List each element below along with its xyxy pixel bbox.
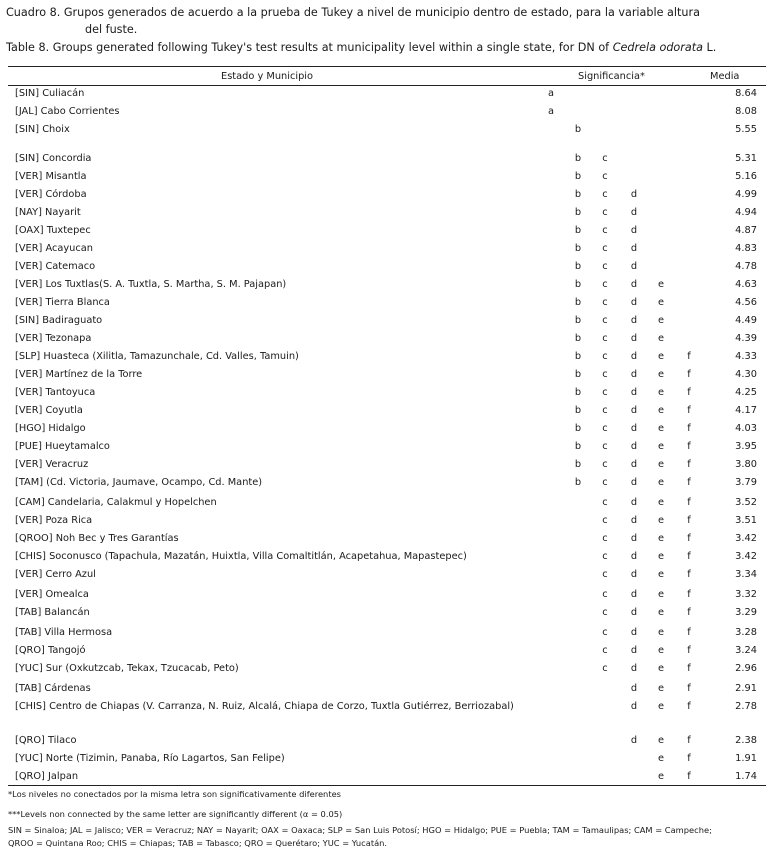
row-media: 4.78 <box>735 261 757 272</box>
row-municipio: [VER] Córdoba <box>15 189 87 200</box>
row-significance-letter: c <box>602 441 608 452</box>
row-significance-letter: e <box>657 533 665 544</box>
row-municipio: [PUE] Hueytamalco <box>15 441 110 452</box>
row-media: 3.28 <box>735 627 757 638</box>
row-significance-letter: d <box>630 663 638 674</box>
row-significance-letter: b <box>574 279 582 290</box>
row-municipio: [VER] Veracruz <box>15 459 89 470</box>
row-significance-letter: e <box>657 315 665 326</box>
row-municipio: [TAM] (Cd. Victoria, Jaumave, Ocampo, Cd. Mante) <box>15 477 263 488</box>
row-significance-letter: c <box>602 225 608 236</box>
row-significance-letter: d <box>630 333 638 344</box>
row-significance-letter: b <box>574 315 582 326</box>
row-significance-letter: c <box>602 261 608 272</box>
row-media: 4.39 <box>735 333 757 344</box>
row-municipio: [NAY] Nayarit <box>15 207 81 218</box>
row-media: 4.33 <box>735 351 757 362</box>
row-significance-letter: e <box>657 369 665 380</box>
row-significance-letter: c <box>602 497 608 508</box>
row-media: 5.55 <box>735 124 757 135</box>
row-significance-letter: c <box>602 297 608 308</box>
row-significance-letter: c <box>602 533 608 544</box>
row-municipio: [VER] Tierra Blanca <box>15 297 110 308</box>
row-municipio: [VER] Acayucan <box>15 243 93 254</box>
row-media: 8.64 <box>735 88 757 99</box>
row-significance-letter: e <box>657 627 665 638</box>
row-media: 4.17 <box>735 405 757 416</box>
footnote-abbreviations-1: SIN = Sinaloa; JAL = Jalisco; VER = Veracruz; NAY = Nayarit; OAX = Oaxaca; SLP = San Luis Potosí; HGO = Hidalgo; PUE = Puebla; TAM = Tamaulipas; CAM = Campeche; <box>8 825 712 835</box>
footnote-spanish: *Los niveles no conectados por la misma letra son significativamente diferentes <box>8 789 341 799</box>
row-significance-letter: d <box>630 477 638 488</box>
species-name: Cedrela odorata <box>612 41 703 54</box>
row-significance-letter: e <box>657 477 665 488</box>
row-media: 3.24 <box>735 645 757 656</box>
row-municipio: [SIN] Concordia <box>15 153 92 164</box>
row-municipio: [VER] Los Tuxtlas(S. A. Tuxtla, S. Martha, S. M. Pajapan) <box>15 279 287 290</box>
row-municipio: [VER] Tantoyuca <box>15 387 96 398</box>
row-significance-letter: b <box>574 153 582 164</box>
row-municipio: [VER] Martínez de la Torre <box>15 369 143 380</box>
row-significance-letter: d <box>630 225 638 236</box>
row-significance-letter: d <box>630 369 638 380</box>
row-significance-letter: d <box>630 423 638 434</box>
row-significance-letter: e <box>657 663 665 674</box>
row-significance-letter: f <box>687 477 691 488</box>
row-significance-letter: f <box>687 771 691 782</box>
row-media: 2.96 <box>735 663 757 674</box>
row-significance-letter: f <box>687 753 691 764</box>
row-significance-letter: c <box>602 351 608 362</box>
row-media: 4.49 <box>735 315 757 326</box>
row-municipio: [VER] Misantla <box>15 171 87 182</box>
row-significance-letter: c <box>602 243 608 254</box>
row-significance-letter: c <box>602 315 608 326</box>
row-media: 2.38 <box>735 735 757 746</box>
row-significance-letter: c <box>602 387 608 398</box>
row-municipio: [YUC] Norte (Tizimin, Panaba, Río Lagartos, San Felipe) <box>15 753 285 764</box>
row-significance-letter: d <box>630 627 638 638</box>
table-bottom-rule <box>8 785 766 786</box>
row-significance-letter: d <box>630 589 638 600</box>
row-significance-letter: d <box>630 533 638 544</box>
row-municipio: [CAM] Candelaria, Calakmul y Hopelchen <box>15 497 217 508</box>
caption-spanish <box>6 4 766 38</box>
row-media: 4.99 <box>735 189 757 200</box>
row-significance-letter: f <box>687 607 691 618</box>
row-significance-letter: b <box>574 405 582 416</box>
row-significance-letter: e <box>657 405 665 416</box>
row-significance-letter: e <box>657 423 665 434</box>
row-media: 3.42 <box>735 551 757 562</box>
row-significance-letter: f <box>687 683 691 694</box>
row-municipio: [VER] Cerro Azul <box>15 569 96 580</box>
row-media: 1.91 <box>735 753 757 764</box>
row-municipio: [CHIS] Soconusco (Tapachula, Mazatán, Huixtla, Villa Comaltitlán, Acapetahua, Mapastepec) <box>15 551 467 562</box>
row-significance-letter: c <box>602 333 608 344</box>
row-media: 3.52 <box>735 497 757 508</box>
row-significance-letter: b <box>574 225 582 236</box>
row-significance-letter: d <box>630 645 638 656</box>
row-media: 3.32 <box>735 589 757 600</box>
row-significance-letter: f <box>687 369 691 380</box>
row-significance-letter: d <box>630 701 638 712</box>
row-significance-letter: c <box>602 369 608 380</box>
row-significance-letter: d <box>630 315 638 326</box>
row-significance-letter: b <box>574 189 582 200</box>
row-significance-letter: e <box>657 551 665 562</box>
row-significance-letter: f <box>687 497 691 508</box>
row-significance-letter: f <box>687 663 691 674</box>
row-significance-letter: f <box>687 423 691 434</box>
row-municipio: [QRO] Jalpan <box>15 771 79 782</box>
row-media: 4.87 <box>735 225 757 236</box>
row-significance-letter: d <box>630 497 638 508</box>
row-municipio: [HGO] Hidalgo <box>15 423 86 434</box>
row-significance-letter: e <box>657 387 665 398</box>
row-media: 4.94 <box>735 207 757 218</box>
row-significance-letter: e <box>657 441 665 452</box>
row-significance-letter: c <box>602 589 608 600</box>
row-municipio: [OAX] Tuxtepec <box>15 225 91 236</box>
row-media: 3.51 <box>735 515 757 526</box>
row-significance-letter: c <box>602 171 608 182</box>
caption-english-prefix: Table 8. Groups generated following Tukey's test results at municipality level within a single state, for DN of <box>6 41 613 54</box>
row-media: 3.80 <box>735 459 757 470</box>
row-significance-letter: b <box>574 124 582 135</box>
row-significance-letter: e <box>657 771 665 782</box>
row-media: 3.95 <box>735 441 757 452</box>
row-significance-letter: b <box>574 477 582 488</box>
row-significance-letter: e <box>657 569 665 580</box>
row-significance-letter: c <box>602 607 608 618</box>
row-municipio: [QROO] Noh Bec y Tres Garantías <box>15 533 179 544</box>
row-media: 2.78 <box>735 701 757 712</box>
row-municipio: [VER] Omealca <box>15 589 89 600</box>
row-significance-letter: c <box>602 627 608 638</box>
row-significance-letter: d <box>630 683 638 694</box>
row-significance-letter: d <box>630 351 638 362</box>
row-significance-letter: f <box>687 441 691 452</box>
row-significance-letter: b <box>574 243 582 254</box>
row-significance-letter: f <box>687 735 691 746</box>
row-significance-letter: d <box>630 279 638 290</box>
row-media: 1.74 <box>735 771 757 782</box>
row-significance-letter: f <box>687 627 691 638</box>
row-significance-letter: c <box>602 663 608 674</box>
row-significance-letter: d <box>630 243 638 254</box>
row-media: 4.25 <box>735 387 757 398</box>
row-significance-letter: c <box>602 459 608 470</box>
footnote-abbreviations-2: QROO = Quintana Roo; CHIS = Chiapas; TAB = Tabasco; QRO = Querétaro; YUC = Yucatán. <box>8 838 388 848</box>
table-top-rule <box>8 66 766 67</box>
row-municipio: [CHIS] Centro de Chiapas (V. Carranza, N. Ruiz, Alcalá, Chiapa de Corzo, Tuxtla Gutiérrez, Berriozabal) <box>15 701 514 712</box>
row-significance-letter: b <box>574 369 582 380</box>
row-municipio: [TAB] Balancán <box>15 607 90 618</box>
row-media: 3.34 <box>735 569 757 580</box>
caption-english-suffix: L. <box>702 41 717 54</box>
row-significance-letter: e <box>657 297 665 308</box>
row-significance-letter: c <box>602 405 608 416</box>
row-significance-letter: d <box>630 569 638 580</box>
row-significance-letter: d <box>630 551 638 562</box>
row-significance-letter: a <box>547 106 554 117</box>
row-significance-letter: f <box>687 387 691 398</box>
row-media: 8.08 <box>735 106 757 117</box>
row-significance-letter: c <box>602 551 608 562</box>
row-municipio: [VER] Coyutla <box>15 405 83 416</box>
row-significance-letter: c <box>602 477 608 488</box>
row-media: 5.31 <box>735 153 757 164</box>
row-significance-letter: b <box>574 351 582 362</box>
row-significance-letter: f <box>687 569 691 580</box>
row-significance-letter: c <box>602 569 608 580</box>
row-significance-letter: c <box>602 515 608 526</box>
row-significance-letter: e <box>657 515 665 526</box>
row-significance-letter: a <box>547 88 554 99</box>
row-municipio: [JAL] Cabo Corrientes <box>15 106 120 117</box>
row-media: 5.16 <box>735 171 757 182</box>
caption-english <box>6 40 766 55</box>
row-significance-letter: b <box>574 297 582 308</box>
row-media: 4.03 <box>735 423 757 434</box>
row-significance-letter: f <box>687 351 691 362</box>
row-municipio: [TAB] Villa Hermosa <box>15 627 113 638</box>
row-significance-letter: f <box>687 533 691 544</box>
row-media: 2.91 <box>735 683 757 694</box>
row-significance-letter: e <box>657 459 665 470</box>
row-municipio: [YUC] Sur (Oxkutzcab, Tekax, Tzucacab, Peto) <box>15 663 239 674</box>
row-significance-letter: f <box>687 459 691 470</box>
row-significance-letter: b <box>574 387 582 398</box>
row-significance-letter: e <box>657 607 665 618</box>
row-significance-letter: c <box>602 207 608 218</box>
row-significance-letter: e <box>657 683 665 694</box>
row-significance-letter: d <box>630 607 638 618</box>
row-significance-letter: e <box>657 735 665 746</box>
row-media: 4.83 <box>735 243 757 254</box>
row-significance-letter: e <box>657 589 665 600</box>
row-significance-letter: d <box>630 405 638 416</box>
row-significance-letter: d <box>630 387 638 398</box>
row-significance-letter: b <box>574 207 582 218</box>
header-estado: Estado y Municipio <box>221 71 314 82</box>
row-significance-letter: f <box>687 405 691 416</box>
row-significance-letter: e <box>657 333 665 344</box>
row-significance-letter: b <box>574 171 582 182</box>
row-municipio: [SIN] Culiacán <box>15 88 85 99</box>
row-significance-letter: f <box>687 515 691 526</box>
row-media: 4.30 <box>735 369 757 380</box>
row-media: 3.29 <box>735 607 757 618</box>
row-significance-letter: e <box>657 497 665 508</box>
row-significance-letter: d <box>630 459 638 470</box>
row-significance-letter: e <box>657 279 665 290</box>
row-significance-letter: c <box>602 279 608 290</box>
row-municipio: [SIN] Choix <box>15 124 70 135</box>
row-significance-letter: e <box>657 351 665 362</box>
row-significance-letter: f <box>687 701 691 712</box>
row-significance-letter: c <box>602 189 608 200</box>
row-significance-letter: b <box>574 459 582 470</box>
header-significancia: Significancia* <box>578 71 645 82</box>
row-significance-letter: c <box>602 153 608 164</box>
header-media: Media <box>710 71 740 82</box>
row-municipio: [SIN] Badiraguato <box>15 315 103 326</box>
caption-spanish-line1: Cuadro 8. Grupos generados de acuerdo a la prueba de Tukey a nivel de municipio dentro de estado, para la variable altura <box>6 6 700 19</box>
row-significance-letter: d <box>630 515 638 526</box>
row-significance-letter: f <box>687 589 691 600</box>
row-municipio: [TAB] Cárdenas <box>15 683 91 694</box>
row-significance-letter: f <box>687 551 691 562</box>
row-significance-letter: b <box>574 333 582 344</box>
row-municipio: [QRO] Tilaco <box>15 735 77 746</box>
row-municipio: [SLP] Huasteca (Xilitla, Tamazunchale, Cd. Valles, Tamuin) <box>15 351 299 362</box>
row-significance-letter: f <box>687 645 691 656</box>
row-significance-letter: d <box>630 189 638 200</box>
row-media: 4.56 <box>735 297 757 308</box>
row-significance-letter: e <box>657 645 665 656</box>
row-significance-letter: d <box>630 297 638 308</box>
row-municipio: [VER] Tezonapa <box>15 333 92 344</box>
row-significance-letter: d <box>630 441 638 452</box>
row-media: 3.79 <box>735 477 757 488</box>
footnote-english: ***Levels non connected by the same letter are significantly different (α = 0.05) <box>8 809 343 819</box>
header-bottom-rule <box>8 85 766 86</box>
row-municipio: [VER] Catemaco <box>15 261 96 272</box>
row-media: 3.42 <box>735 533 757 544</box>
row-significance-letter: d <box>630 261 638 272</box>
row-municipio: [QRO] Tangojó <box>15 645 86 656</box>
row-significance-letter: c <box>602 423 608 434</box>
row-significance-letter: c <box>602 645 608 656</box>
row-significance-letter: b <box>574 261 582 272</box>
row-significance-letter: b <box>574 441 582 452</box>
row-significance-letter: b <box>574 423 582 434</box>
row-municipio: [VER] Poza Rica <box>15 515 93 526</box>
caption-spanish-line2: del fuste. <box>85 23 138 36</box>
row-significance-letter: d <box>630 735 638 746</box>
row-media: 4.63 <box>735 279 757 290</box>
row-significance-letter: e <box>657 753 665 764</box>
row-significance-letter: d <box>630 207 638 218</box>
row-significance-letter: e <box>657 701 665 712</box>
